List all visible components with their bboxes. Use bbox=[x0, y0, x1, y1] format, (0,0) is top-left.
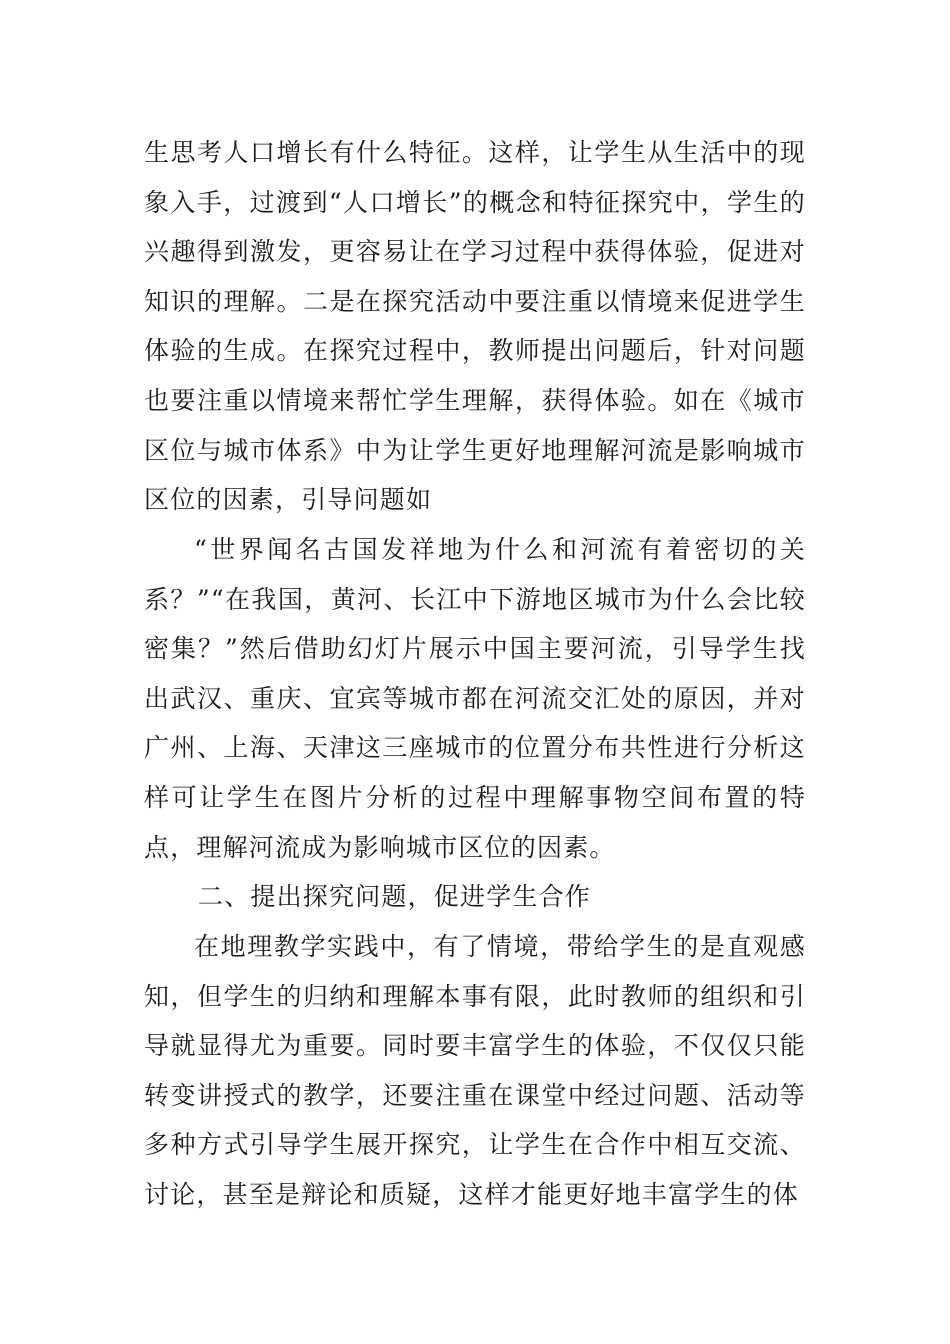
section-heading-block bbox=[144, 872, 806, 922]
body-paragraph: “世界闻名古国发祥地为什么和河流有着密切的关系？”“在我国，黄河、长江中下游地区城市为什么会比较密集？”然后借助幻灯片展示中国主要河流，引导学生找出武汉、重庆、宜宾等城市都在河流交汇处的原因，并对广州、上海、天津这三座城市的位置分布共性进行分析这样可让学生在图片分析的过程中理解事物空间布置的特点，理解河流成为影响城市区位的因素。 bbox=[144, 535, 806, 862]
section-heading: 二、提出探究问题，促进学生合作 bbox=[198, 882, 592, 911]
paragraph-block bbox=[144, 922, 806, 1220]
paragraph-block bbox=[144, 128, 806, 525]
body-paragraph: 在地理教学实践中，有了情境，带给学生的是直观感知，但学生的归纳和理解本事有限，此时教师的组织和引导就显得尤为重要。同时要丰富学生的体验，不仅仅只能转变讲授式的教学，还要注重在课堂中经过问题、活动等多种方式引导学生展开探究，让学生在合作中相互交流、讨论，甚至是辩论和质疑，这样才能更好地丰富学生的体 bbox=[144, 932, 806, 1209]
body-paragraph: 生思考人口增长有什么特征。这样，让学生从生活中的现象入手，过渡到“人口增长”的概念和特征探究中，学生的兴趣得到激发，更容易让在学习过程中获得体验，促进对知识的理解。二是在探究活动中要注重以情境来促进学生体验的生成。在探究过程中，教师提出问题后，针对问题也要注重以情境来帮忙学生理解，获得体验。如在《城市区位与城市体系》中为让学生更好地理解河流是影响城市区位的因素，引导问题如 bbox=[144, 138, 806, 515]
paragraph-block bbox=[144, 525, 806, 872]
